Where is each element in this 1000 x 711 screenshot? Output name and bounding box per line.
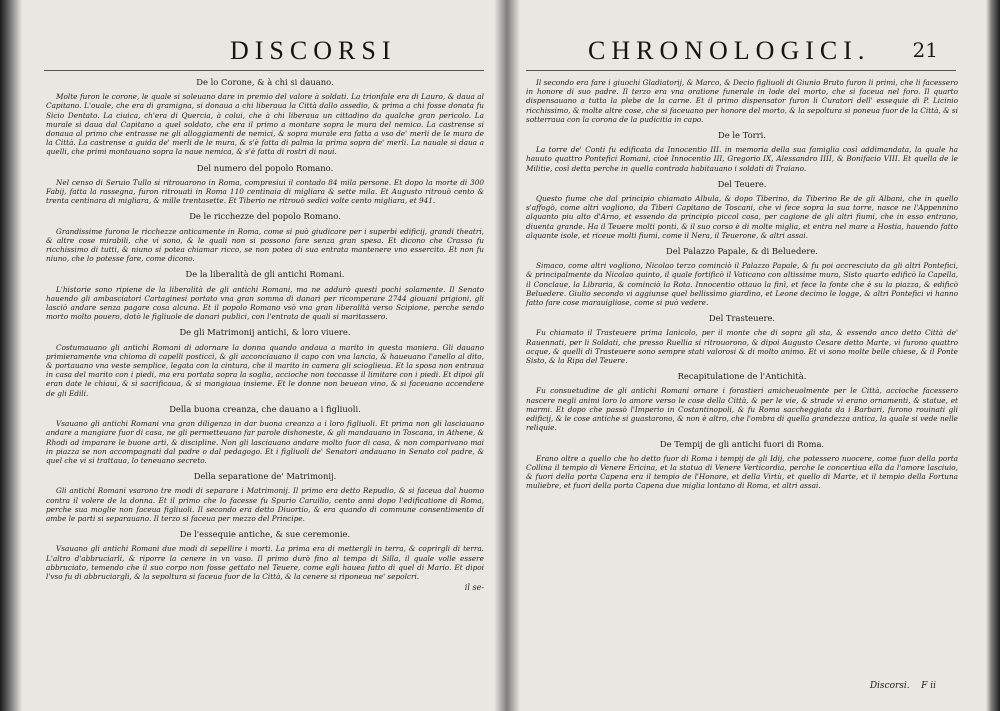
footer-signature-text: Discorsi. (869, 681, 910, 691)
left-paragraph: Molte furon le corone, le quale si soleuano dare in premio del valore à soldati. La trionfale era di Lauro, & daua al Capitano. L'ouale, che era di gramigna, si donaua a chi liberaua la Città dallo assedio, & prima a chi fosse donata fu Sicio Dentato. La ciuica, ch'era di Quercia, à colui, che à chi liberaua un cittadino da qualche gran pericolo. La murale si daua dal Capitano a quel soldato, che era il primo a montare sopra le mura del nemico. La castrense si donaua al primo che entrasse ne gli alloggiamenti de nemici, & sopra murale era fatta a vso de' merli de le mura de la Città. La castrense a guida de' merli de le mura, & s'è fatta di palma la prima sopra de' merli. La nauale si daua a quelli, che primi montauano sopra la naue nemica, & s'è fatta di rostri di naui. (46, 92, 484, 157)
right-paragraph: Fu consuetudine de gli antichi Romani ornare i forastieri amicheuolmente per le Città, accioche facessero nascere negli animi loro lo amore verso le cose della Città, & per le vie, & strade vi erano ornamenti, & statue, et marmi. Et dopo che passò l'Imperio in Costantinopoli, & fu Roma saccheggiata da i Barbari, furono rouinati gli edificij, & le cose antiche si guastarono, & non è altro, che l'ombra di quella grandezza antica, la quale si vede nelle reliquie. (526, 386, 958, 433)
left-paragraph: Gli antichi Romani vsarono tre modi di separare i Matrimonij. Il primo era detto Repudio, & si faceua dal huomo contra il volere de la donna. Et il primo che lo facesse fu Spurio Caruilio, cento anni dopo l'edificatione di Roma, perche sua moglie non faceua figliuoli. Il secondo era detto Diuortio, & era quando di commune consentimento di ambe le parti si separauano. Il terzo si faceua per mezzo del Principe. (46, 486, 484, 523)
book-edge-shadow-left (0, 0, 22, 711)
right-page (520, 0, 982, 711)
right-section-title: De le Torri. (718, 130, 766, 141)
right-text-column (526, 78, 958, 493)
left-section-title: De la liberalità de gli antichi Romani. (185, 269, 345, 280)
right-intro-paragraph: Il secondo era fare i giuochi Gladiatorij, & Marco, & Decio figliuoli di Giunio Bruto furon li primi, che li facessero in honore di suo padre. Il terzo era vna oratione funerale in lode del morto, che si faceua nel foro. Il quarto dispensauano a tutta la plebe de la carne. Et il primo dispensator furon li Curatori dell' essequie di P. Licinio ricchissimo, & molte altre cose, che si faceuano per honore del morto, & la sepoltura si poneua fuor de la Città, & si sotterraua con la corona de la pudicitia in capo. (526, 78, 958, 124)
right-footer-signature (870, 681, 936, 691)
left-paragraph: Vsauano gli antichi Romani due modi di sepellire i morti. La prima era di mettergli in terra, & coprirgli di terra. L'altro d'abbruciarli, & riporre la cenere in vn vaso. Il primo durò fino al tempo di Silla, il quale volle essere abbruciato, temendo che il suo corpo non fosse gettato nel Teuere, come egli hauea fatto di quel di Mario. Et dipoi l'vso fu di abbruciargli, & la sepoltura si faceua fuor de la Città, & la cenere si riponeua ne' sepolcri. (46, 544, 484, 581)
right-section-title: Del Teuere. (717, 178, 767, 189)
book-edge-shadow-right (986, 0, 1000, 711)
right-paragraph: Fu chiamato il Trasteuere prima Ianicolo, per il monte che di sopra gli sta, & essendo anco detto Città de' Rauennati, per li Soldati, che presso Ruellia si ritrouorono, & dipoi Augusto Cesare detto Marte, vi furono quattro acque, & quelli di Trasteuere sono sempre stati valorosi & di molto animo. Et vi sono molte belle chiese, & il Ponte Sisto, & la Ripa del Teuere. (526, 328, 958, 366)
right-paragraph: Questo fiume che dal principio chiamato Albula, & dopo Tiberino, da Tiberino Re de gli Albani, che in quello s'affogò, come altri vogliono, da Tiberi Capitano de Toscani, che vi fece sopra la sua torre, nasce ne l'Appennino alquanto piu alto d'Arno, et essendo da principio piccol cosa, per cagione de gli altri fiumi, che in esso entrano, diuenta grande. Ha il Teuere molti ponti, & il suo corso è di molte miglia, et entra nel mare a Hostia, hauendo fatto alquante isole, et riceue molti fiumi, come il Nera, il Teuerone, & altri assai. (526, 194, 958, 240)
right-header-rule (526, 70, 956, 71)
right-paragraph: Simaco, come altri vogliono, Nicolao terzo cominciò il Palazzo Papale, & fu poi accresciuto da gli altri Pontefici, & principalmente da Nicolao quinto, il quale fortificò il Vaticano con altissime mura, Sisto quarto edificò la Capella, il Conclaue, la Libraria, & cominciò la Rota. Innocentio ottauo la finì, et fece la fonte che è su la piazza, & edificò Beluedere. Giulio secondo vi aggiunse quel bellissimo giardino, et Leone decimo le logge, & altri Pontefici vi hanno fatto fare cose marauigliose, come si può vedere. (526, 261, 958, 308)
left-paragraph: Vsauano gli antichi Romani vna gran diligenza in dar buona creanza a i loro figliuoli. Et prima non gli lasciauano andare a mangiare fuor di casa, ne gli permetteuano far parole dishoneste, & gli mandauano in Toscana, in Athene, & Rhodi ad imparare le buone arti, & discipline. Non gli lasciauano andare molto fuor di casa, & non comparivano mai in piazza se non accompagnati dal padre o dal pedagogo. Et i figliuoli de' Senatori andauano in Senato col padre, & quel che vi si trattaua, lo teneuano secreto. (46, 419, 484, 465)
right-running-header: CHRONOLOGICI. (588, 36, 871, 65)
left-section-title: De lo Corone, & à chi si dauano. (196, 77, 334, 87)
left-section-title: Del numero del popolo Romano. (196, 162, 334, 173)
left-section-title: De gli Matrimonij antichi, & loro viuere. (179, 327, 351, 338)
left-paragraph: Grandissime furono le ricchezze anticamente in Roma, come si può giudicare per i superbi edificij, grandi theatri, & altre cose mirabili, che vi sono, & le quali non si possono fare senza gran spesa. Et dicono che Crasso fu ricchissimo di tutti, & niuno si potea chiamar ricco, se non potea di sua entrata mantenere vno essercito. Et non fu niuno, che lo potesse fare, come dicono. (46, 226, 484, 264)
left-catchword: il se- (464, 583, 484, 593)
left-paragraph: Costumauano gli antichi Romani di adornare la donna quando andaua a marito in questa maniera. Gli dauano primieramente vna chioma di capelli posticci, & gli acconciauano il capo con vna lancia, & haueuano l'anello al dito, & portauano vna veste semplice, legata con la cintura, che il marito in camera gli scioglieua. Et la sposa non entraua in casa del marito con i piedi, ma era portata sopra la soglia, accioche non toccasse il limitare con i piedi. Et dipoi gli eran date le chiaui, & si sacrificaua, & si mangiaua insieme. Et le donne non beuean vino, & si faceuano accendere de gli Edili. (46, 342, 484, 398)
right-section-title: Recapitulatione de l'Antichità. (677, 371, 807, 382)
right-paragraph: La torre de' Conti fu edificata da Innocentio III. in memoria della sua famiglia così addimandata, la quale ha hauuto quattro Pontefici Romani, cioè Innocentio III, Gregorio IX, Alessandro IIII, & Bonifacio VIII. Et quella de le Militie, così detta perche in quella contrada habitauano i soldati di Traiano. (526, 145, 958, 173)
right-section-title: De Tempij de gli antichi fuori di Roma. (659, 438, 825, 449)
left-section-title: Della buona creanza, che dauano a i figliuoli. (169, 403, 361, 414)
page-number: 21 (912, 38, 938, 62)
right-paragraph: Erano oltre a quello che ho detto fuor di Roma i tempij de gli Idij, che potessero nuocere, come fuor della porta Collina il tempio di Venere Ericina, et la statua di Venere Verticordia, perche le concertiua ella da l'amore lasciuio, & fuori della porta Capena era il tempio de l'Honore, et della Virtù, et quello di Marte, et il tempio della Fortuna muliebre, et fuori della porta Capena due miglia lontano di Roma, et altri assai. (526, 453, 958, 491)
left-page (22, 0, 490, 711)
left-paragraph: L'historie sono ripiene de la liberalità de gli antichi Romani, ma ne addurò questi pochi solamente. Il Senato hauendo gli ambasciatori Cartaginesi portato vna gran somma di danari per ricomperare 2744 giouani prigioni, gli lasciò andare senza pagare cosa alcuna. Et il popolo Romano vsò vna gran liberalità verso Scipione, perche sendo morto molto pouero, dotò le figliuole de danari publici, con l'entrata de quali si maritassero. (46, 284, 484, 322)
right-catchword: F ii (921, 681, 936, 691)
right-section-title: Del Palazzo Papale, & di Beluedere. (666, 246, 818, 257)
right-section-title: Del Trasteuere. (708, 313, 776, 324)
book-gutter (494, 0, 520, 711)
left-header-rule (44, 70, 484, 71)
left-section-title: De le ricchezze del popolo Romano. (189, 211, 341, 222)
left-section-title: De l'essequie antiche, & sue ceremonie. (179, 529, 351, 540)
left-section-title: Della separatione de' Matrimonij. (193, 471, 337, 482)
left-paragraph: Nel censo di Seruio Tullo si ritrouarono in Roma, compresiui il contado 84 mila persone. Et dopo la morte di 300 Fabij, fatta la rassegna, furon ritrouati in Roma 110 centinaia di migliara & sette mila. Et Augusto ritrouò cento & trenta centinara di migliara, & mille trentasette. Et Tiberio ne ritrouò sedici volte cento migliara, et 941. (46, 177, 484, 206)
left-text-column (46, 78, 484, 592)
left-running-header: DISCORSI (230, 36, 397, 65)
